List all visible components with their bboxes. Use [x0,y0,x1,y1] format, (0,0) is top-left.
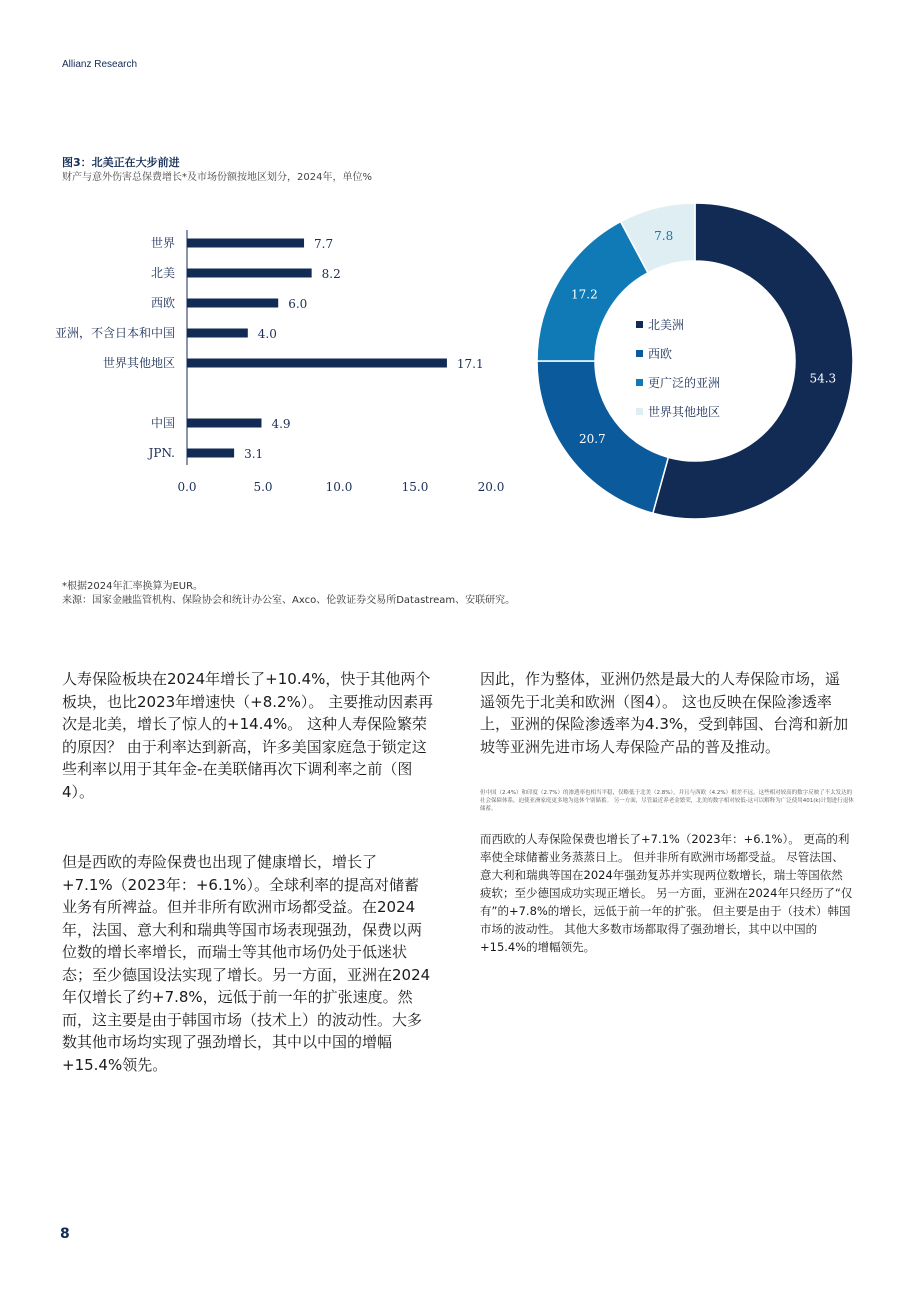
legend-label: 北美洲 [648,318,685,332]
x-tick-label: 5.0 [253,480,273,494]
donut-value-label: 20.7 [578,432,606,447]
donut-value-label: 17.2 [571,287,598,302]
legend-swatch [636,350,643,357]
bar-category-label: 世界 [150,236,175,250]
bar-category-label: 世界其他地区 [102,356,175,370]
legend-label: 世界其他地区 [648,405,721,419]
bar-value-label: 3.1 [244,447,264,461]
bar [187,329,248,338]
legend-label: 更广泛的亚洲 [648,376,721,390]
bar-category-label: 亚洲，不含日本和中国 [54,326,175,340]
figure-title: 图3：北美正在大步前进 [62,156,180,169]
legend-item-rest-of-world [636,397,720,426]
bar-value-label: 17.1 [456,357,484,371]
bar-chart [30,200,520,510]
left-paragraph-2: 但是西欧的寿险保费也出现了健康增长，增长了+7.1%（2023年：+6.1%）。全球利率的提高对储蓄业务有所裨益。但并非所有欧洲市场都受益。在2024年，法国、意大利和瑞典等国市场表现强劲，保费以两位数的增长率增长，而瑞士等其他市场仍处于低迷状态；至少德国设法实现了增长。另一方面，亚洲在2024年仅增长了约+7.8%，远低于前一年的扩张速度。然而，这主要是由于韩国市场（技术上）的波动性。大多数其他市场均实现了强劲增长，其中以中国的增幅+15.4%领先。 [62,853,431,1074]
right-paragraph-1: 因此，作为整体，亚洲仍然是最大的人寿保险市场，遥遥领先于北美和欧洲（图4）。 这也反映在保险渗透率上，亚洲的保险渗透率为4.3%，受到韩国、台湾和新加坡等亚洲先进市场人寿保险产品的普及推动。 [480,670,849,756]
figure-source: 来源：国家金融监管机构、保险协会和统计办公室、Axco、伦敦证券交易所Datastream、安联研究。 [62,595,516,606]
donut-legend [636,310,720,426]
page-number: 8 [60,1226,70,1242]
donut-value-label: 54.3 [809,371,837,386]
x-tick-label: 20.0 [477,480,505,494]
legend-item-north-america [636,310,720,339]
left-paragraph-1: 人寿保险板块在2024年增长了+10.4%，快于其他两个板块，也比2023年增速快（+8.2%）。 主要推动因素再次是北美，增长了惊人的+14.4%。 这种人寿保险繁荣的原因？ 由于利率达到新高，许多美国家庭急于锁定这些利率以用于其年金-在美联储再次下调利率之前（图4）。 [62,670,434,801]
legend-swatch [636,379,643,386]
x-tick-label: 15.0 [401,480,429,494]
figure-footnote: *根据2024年汇率换算为EUR。 [62,581,204,592]
bar-category-label: 中国 [150,416,175,430]
bar-value-label: 8.2 [321,267,341,281]
bar [187,269,312,278]
right-small-note: 但中国（2.4%）和印度（2.7%）的渗透率也相当平稳，仅略低于北美（2.8%），并且与西欧（4.2%）相差不远。这些相对较高的数字反映了不太发达的社会保障体系，迫使亚洲家庭更多地为退休个别储蓄。 另一方面，尽管最近养老金繁荣，北美的数字相对较低-这可以解释为广泛使用401(k)计划进行退休储蓄。 [480,790,854,812]
right-paragraph-2: 而西欧的人寿保险保费也增长了+7.1%（2023年：+6.1%）。 更高的利率使全球储蓄业务蒸蒸日上。 但并非所有欧洲市场都受益。 尽管法国、意大利和瑞典等国在2024年强劲复苏并实现两位数增长，瑞士等国依然疲软；至少德国成功实现正增长。 另一方面，亚洲在2024年只经历了“仅有”的+7.8%的增长，远低于前一年的扩张。 但主要是由于（技术）韩国市场的波动性。 其他大多数市场都取得了强劲增长，其中以中国的+15.4%的增幅领先。 [480,832,853,954]
bar-value-label: 6.0 [288,297,308,311]
legend-swatch [636,408,643,415]
x-tick-label: 10.0 [325,480,353,494]
bar-category-label: 北美 [150,266,175,280]
x-tick-label: 0.0 [177,480,197,494]
bar-value-label: 4.9 [271,417,291,431]
donut-value-label: 7.8 [654,228,674,243]
header-brand: Allianz Research [62,59,138,70]
bar-value-label: 7.7 [314,237,334,251]
bar [187,449,234,458]
bar [187,239,304,248]
bar [187,359,447,368]
legend-item-wider-asia [636,368,720,397]
bar-category-label: 西欧 [150,296,175,310]
legend-label: 西欧 [648,347,673,361]
bar-category-label: JPN. [148,446,175,460]
bar [187,299,278,308]
bar [187,419,261,428]
bar-value-label: 4.0 [257,327,277,341]
figure-subtitle: 财产与意外伤害总保费增长*及市场份额按地区划分，2024年，单位% [62,172,372,183]
legend-item-western-europe [636,339,720,368]
legend-swatch [636,321,643,328]
